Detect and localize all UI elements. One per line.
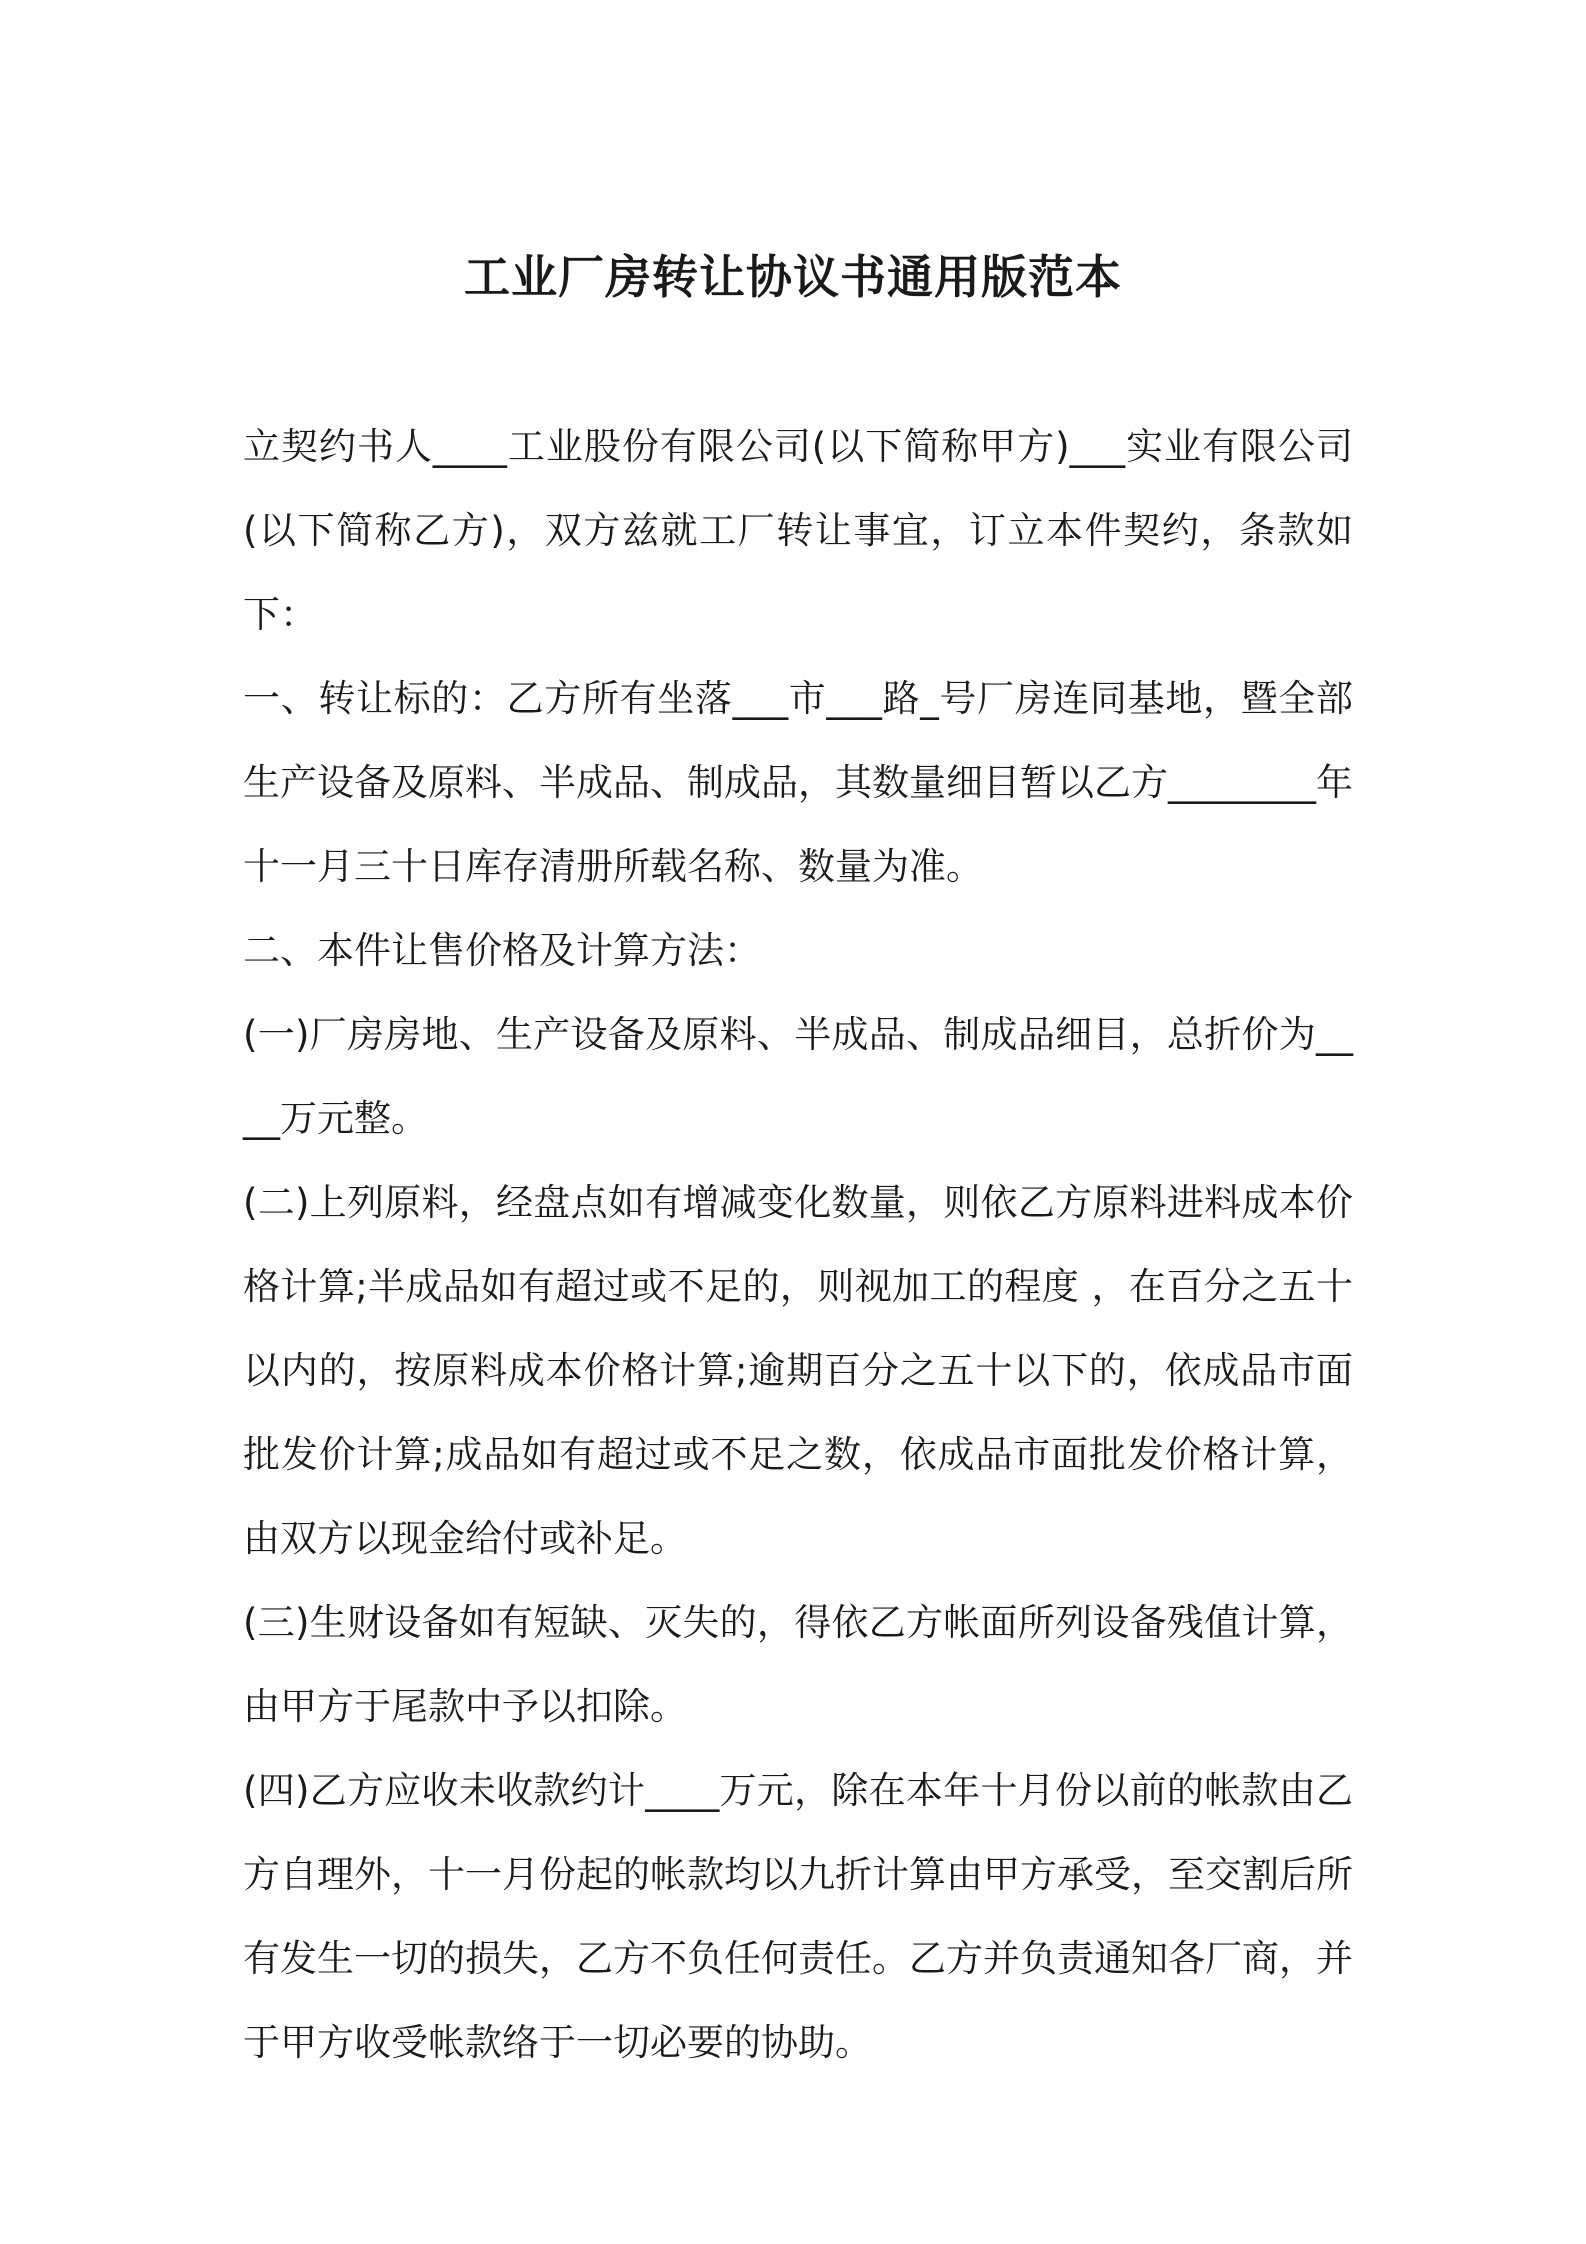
paragraph-price-heading: 二、本件让售价格及计算方法： [243,929,761,972]
document-title: 工业厂房转让协议书通用版范本 [464,249,1122,304]
paragraph-clause-2: (二)上列原料，经盘点如有增减变化数量，则依乙方原料进料成本价格计算;半成品如有超过或不足的，则视加工的程度 ，在百分之五十以内的，按原料成本价格计算;逾期百分之五十以下的，依成品市面批发价计算;成品如有超过或不足之数，依成品市面批发价格计算，由双方以现金给付或补足。 [243,1181,1353,1560]
paragraph-clause-1: (一)厂房房地、生产设备及原料、半成品、制成品细目，总折价为____万元整。 [243,1013,1353,1140]
paragraph-parties: 立契约书人____工业股份有限公司(以下简称甲方)___实业有限公司(以下简称乙方)，双方兹就工厂转让事宜，订立本件契约，条款如下： [243,425,1353,636]
document-body [243,405,1353,2085]
paragraph-transfer-subject: 一、转让标的：乙方所有坐落___市___路_号厂房连同基地，暨全部生产设备及原料、半成品、制成品，其数量细目暂以乙方________年十一月三十日库存清册所载名称、数量为准。 [243,677,1353,888]
paragraph-clause-3: (三)生财设备如有短缺、灭失的，得依乙方帐面所列设备残值计算，由甲方于尾款中予以扣除。 [243,1601,1353,1728]
paragraph-clause-4: (四)乙方应收未收款约计____万元，除在本年十月份以前的帐款由乙方自理外，十一月份起的帐款均以九折计算由甲方承受，至交割后所有发生一切的损失，乙方不负任何责任。乙方并负责通知各厂商，并于甲方收受帐款络于一切必要的协助。 [243,1769,1353,2064]
